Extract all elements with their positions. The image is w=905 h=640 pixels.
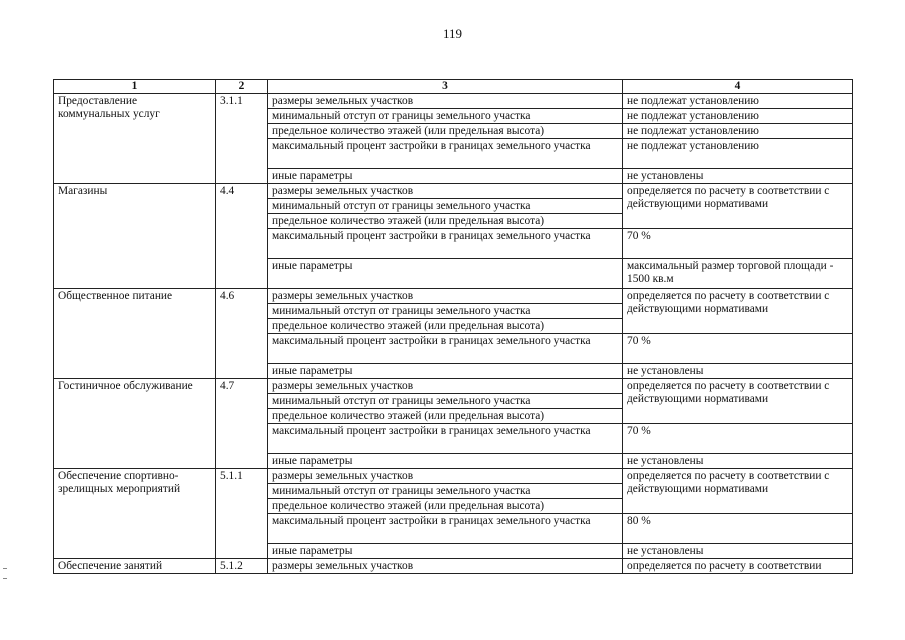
land-use-code-cell: 4.7	[216, 379, 268, 469]
parameter-name-cell: максимальный процент застройки в границах земельного участка	[268, 424, 623, 454]
land-use-type-cell: Магазины	[54, 184, 216, 289]
parameter-value-cell: не подлежат установлению	[623, 124, 853, 139]
land-use-type-cell: Гостиничное обслуживание	[54, 379, 216, 469]
parameter-name-cell: минимальный отступ от границы земельного участка	[268, 199, 623, 214]
parameter-value-cell: не установлены	[623, 544, 853, 559]
column-header: 4	[623, 80, 853, 94]
table-row	[54, 469, 853, 484]
parameter-value-cell: определяется по расчету в соответствии с действующими нормативами	[623, 469, 853, 514]
parameter-name-cell: предельное количество этажей (или предельная высота)	[268, 214, 623, 229]
parameter-name-cell: иные параметры	[268, 169, 623, 184]
parameter-name-cell: иные параметры	[268, 544, 623, 559]
land-use-type-cell: Предоставление коммунальных услуг	[54, 94, 216, 184]
parameter-value-cell: 70 %	[623, 229, 853, 259]
page-number: 119	[442, 26, 463, 41]
parameter-value-cell: максимальный размер торговой площади - 1500 кв.м	[623, 259, 853, 289]
parameter-value-cell: не подлежат установлению	[623, 139, 853, 169]
parameter-value-cell: 70 %	[623, 424, 853, 454]
table-row	[54, 559, 853, 574]
parameter-name-cell: минимальный отступ от границы земельного участка	[268, 109, 623, 124]
parameter-value-cell: не установлены	[623, 454, 853, 469]
parameter-name-cell: иные параметры	[268, 259, 623, 289]
land-use-code-cell: 5.1.1	[216, 469, 268, 559]
parameter-value-cell: определяется по расчету в соответствии с действующими нормативами	[623, 379, 853, 424]
parameter-name-cell: иные параметры	[268, 454, 623, 469]
parameter-value-cell: 80 %	[623, 514, 853, 544]
parameter-name-cell: максимальный процент застройки в границах земельного участка	[268, 334, 623, 364]
parameter-name-cell: максимальный процент застройки в границах земельного участка	[268, 229, 623, 259]
land-use-code-cell: 5.1.2	[216, 559, 268, 574]
land-use-type-cell: Общественное питание	[54, 289, 216, 379]
parameter-name-cell: предельное количество этажей (или предельная высота)	[268, 124, 623, 139]
parameter-name-cell: минимальный отступ от границы земельного участка	[268, 304, 623, 319]
parameter-value-cell: не подлежат установлению	[623, 109, 853, 124]
parameter-value-cell: не подлежат установлению	[623, 94, 853, 109]
table-row	[54, 289, 853, 304]
land-use-code-cell: 4.6	[216, 289, 268, 379]
parameter-name-cell: максимальный процент застройки в границах земельного участка	[268, 139, 623, 169]
land-use-code-cell: 3.1.1	[216, 94, 268, 184]
parameter-value-cell: определяется по расчету в соответствии с действующими нормативами	[623, 184, 853, 229]
parameter-value-cell: определяется по расчету в соответствии с действующими нормативами	[623, 289, 853, 334]
land-use-type-cell: Обеспечение занятий	[54, 559, 216, 574]
parameter-name-cell: предельное количество этажей (или предельная высота)	[268, 499, 623, 514]
parameter-name-cell: предельное количество этажей (или предельная высота)	[268, 409, 623, 424]
table-row	[54, 379, 853, 394]
parameter-name-cell: размеры земельных участков	[268, 184, 623, 199]
parameter-name-cell: размеры земельных участков	[268, 289, 623, 304]
parameter-name-cell: размеры земельных участков	[268, 94, 623, 109]
parameter-name-cell: максимальный процент застройки в границах земельного участка	[268, 514, 623, 544]
parameter-name-cell: размеры земельных участков	[268, 559, 623, 574]
land-use-type-cell: Обеспечение спортивно-зрелищных мероприятий	[54, 469, 216, 559]
parameter-value-cell: 70 %	[623, 334, 853, 364]
parameter-value-cell: не установлены	[623, 169, 853, 184]
table-header-row	[54, 80, 853, 94]
scan-margin-mark	[3, 568, 7, 579]
table-row	[54, 184, 853, 199]
column-header: 1	[54, 80, 216, 94]
table-row	[54, 94, 853, 109]
parameter-value-cell: не установлены	[623, 364, 853, 379]
parameters-table	[53, 79, 853, 574]
parameter-name-cell: размеры земельных участков	[268, 379, 623, 394]
parameter-name-cell: размеры земельных участков	[268, 469, 623, 484]
parameter-name-cell: предельное количество этажей (или предельная высота)	[268, 319, 623, 334]
column-header: 2	[216, 80, 268, 94]
parameter-name-cell: минимальный отступ от границы земельного участка	[268, 394, 623, 409]
parameter-name-cell: иные параметры	[268, 364, 623, 379]
land-use-code-cell: 4.4	[216, 184, 268, 289]
column-header: 3	[268, 80, 623, 94]
parameter-value-cell: определяется по расчету в соответствии	[623, 559, 853, 574]
parameter-name-cell: минимальный отступ от границы земельного участка	[268, 484, 623, 499]
